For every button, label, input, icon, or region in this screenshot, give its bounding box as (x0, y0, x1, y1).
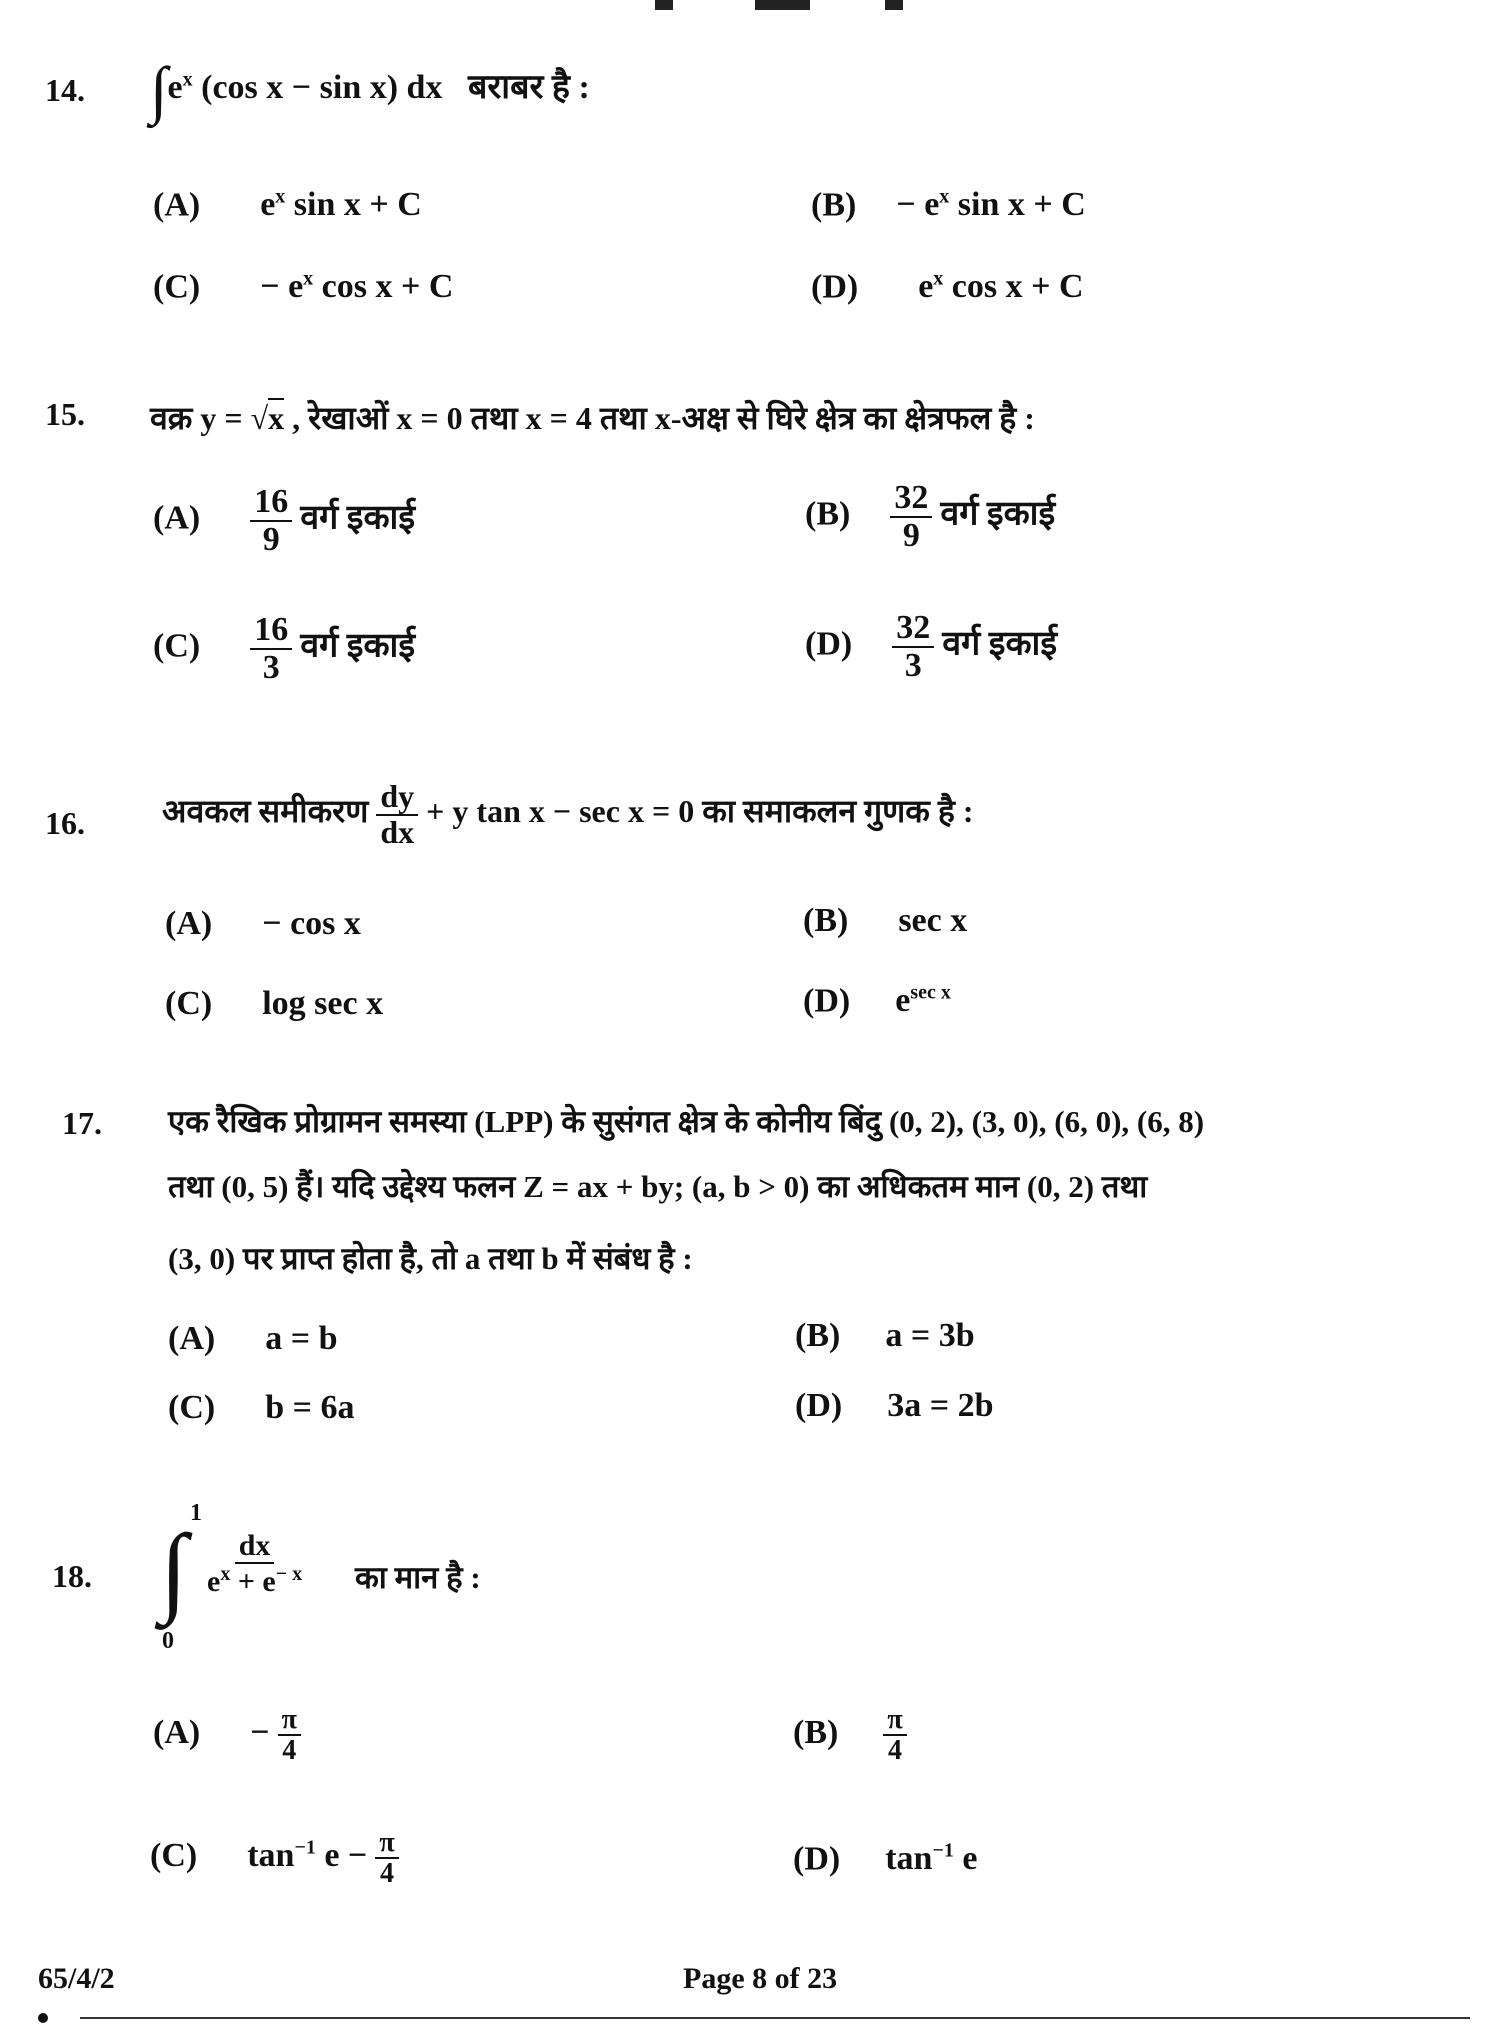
fraction: $\frac{16}{9}$ (250, 484, 292, 557)
option-label: (D) (793, 1840, 841, 1878)
option-label: (A) (153, 186, 201, 224)
option-c[interactable] (153, 268, 453, 306)
option-b[interactable] (803, 902, 967, 940)
option-c[interactable] (153, 612, 415, 685)
option-label: (A) (153, 499, 201, 537)
option-text: $\tan^{-1} e$ (885, 1840, 978, 1878)
option-text: 3a = 2b (887, 1387, 994, 1424)
math: e (167, 68, 183, 106)
option-label: (C) (150, 1837, 198, 1875)
fraction: $\frac{\pi}{4}$ (375, 1828, 398, 1889)
option-label: (B) (793, 1714, 839, 1752)
cropped-mark (755, 0, 810, 10)
option-text: a = b (265, 1320, 338, 1357)
math: (cos x − sin x) dx (192, 68, 443, 106)
option-label: (D) (811, 268, 859, 306)
unit: वर्ग इकाई (940, 495, 1056, 533)
option-a[interactable] (168, 1320, 338, 1358)
option-c[interactable] (150, 1828, 407, 1889)
option-c[interactable] (168, 1389, 355, 1427)
option-label: (A) (153, 1714, 201, 1752)
question-line: तथा (0, 5) हैं। यदि उद्देश्य फलन Z = ax + by; (a, b > 0) का अधिकतम मान (0, 2) तथा (168, 1169, 1148, 1204)
option-label: (A) (168, 1320, 216, 1357)
superscript: x (182, 68, 193, 91)
option-text: b = 6a (265, 1389, 355, 1426)
option-text: − $e^x$ cos x + C (260, 268, 454, 306)
hindi-text: बराबर है : (467, 68, 590, 106)
option-label: (A) (165, 905, 213, 942)
option-b[interactable] (805, 480, 1055, 553)
option-a[interactable] (153, 186, 422, 224)
option-label: (C) (153, 268, 201, 306)
integral-sign: ∫ (150, 54, 168, 125)
option-d[interactable] (805, 610, 1057, 683)
option-text: − cos x (262, 905, 361, 942)
question-stem: अवकल समीकरण $\frac{dy}{dx}$ + y tan x − sec x = 0 का समाकलन गुणक है : (162, 778, 974, 850)
option-d[interactable] (795, 1387, 994, 1425)
option-label: (D) (803, 982, 851, 1020)
question-stem: वक्र y = √x , रेखाओं x = 0 तथा x = 4 तथा x-अक्ष से घिरे क्षेत्र का क्षेत्रफल है : (150, 400, 1035, 436)
option-a[interactable] (165, 905, 361, 943)
option-b[interactable] (795, 1317, 975, 1355)
fraction: $\frac{dy}{dx}$ (376, 780, 418, 849)
sqrt-sign: √ (250, 400, 269, 436)
option-text: a = 3b (885, 1317, 975, 1354)
option-text: $e^x$ cos x + C (918, 268, 1084, 306)
option-b[interactable] (793, 1705, 915, 1766)
option-text: log sec x (262, 985, 384, 1022)
hindi-text: का मान है : (355, 1560, 481, 1595)
option-text: $e^x$ sin x + C (260, 186, 422, 224)
option-label: (C) (165, 985, 213, 1022)
option-text: − $e^x$ sin x + C (896, 186, 1086, 224)
unit: वर्ग इकाई (300, 627, 416, 665)
option-text: $e^{sec x}$ (895, 982, 951, 1020)
integral-sign: ∫ (160, 1514, 188, 1625)
option-b[interactable] (811, 186, 1086, 224)
option-label: (D) (805, 625, 853, 663)
lower-limit: 0 (162, 1628, 174, 1654)
cropped-mark (885, 0, 903, 10)
option-label: (B) (805, 495, 851, 533)
question-number: 18. (52, 1558, 92, 1594)
fraction: $\frac{\pi}{4}$ (883, 1705, 906, 1766)
bullet-dot (38, 2013, 48, 2023)
question-line: (3, 0) पर प्राप्त होता है, तो a तथा b में संबंध है : (168, 1241, 693, 1276)
option-label: (B) (795, 1317, 841, 1354)
question-number: 16. (45, 805, 85, 841)
option-a[interactable] (153, 1705, 309, 1766)
question-stem (150, 54, 590, 125)
option-c[interactable] (165, 985, 383, 1023)
fraction: $\frac{\pi}{4}$ (278, 1705, 301, 1766)
option-label: (C) (168, 1389, 216, 1426)
option-label: (B) (811, 186, 857, 224)
option-label: (B) (803, 902, 849, 939)
cropped-mark (655, 0, 673, 10)
option-text: sec x (898, 902, 968, 939)
footer-rule (80, 2017, 1470, 2019)
page-number: Page 8 of 23 (683, 1962, 838, 1995)
option-label: (C) (153, 627, 201, 665)
option-a[interactable] (153, 484, 415, 557)
paper-code: 65/4/2 (38, 1962, 115, 1995)
option-d[interactable] (803, 982, 951, 1020)
fraction: $\frac{32}{9}$ (890, 480, 932, 553)
minus: − (250, 1714, 270, 1752)
option-label: (D) (795, 1387, 843, 1424)
question-number: 15. (45, 396, 85, 432)
question-line: एक रैखिक प्रोग्रामन समस्या (LPP) के सुसंगत क्षेत्र के कोनीय बिंदु (0, 2), (3, 0), (6, 0), (6, 8) (168, 1104, 1205, 1139)
option-text: $\tan^{-1} e$ − (247, 1836, 368, 1875)
unit: वर्ग इकाई (942, 625, 1058, 663)
option-d[interactable] (811, 268, 1084, 306)
question-number: 14. (45, 72, 85, 108)
upper-limit: 1 (190, 1500, 202, 1526)
option-d[interactable] (793, 1840, 977, 1878)
fraction: $\frac{16}{3}$ (250, 612, 292, 685)
unit: वर्ग इकाई (300, 499, 416, 537)
question-number: 17. (62, 1105, 102, 1141)
integrand: $\frac{dx}{e^x + e^{- x}}$ (207, 1529, 303, 1598)
fraction: $\frac{32}{3}$ (892, 610, 934, 683)
